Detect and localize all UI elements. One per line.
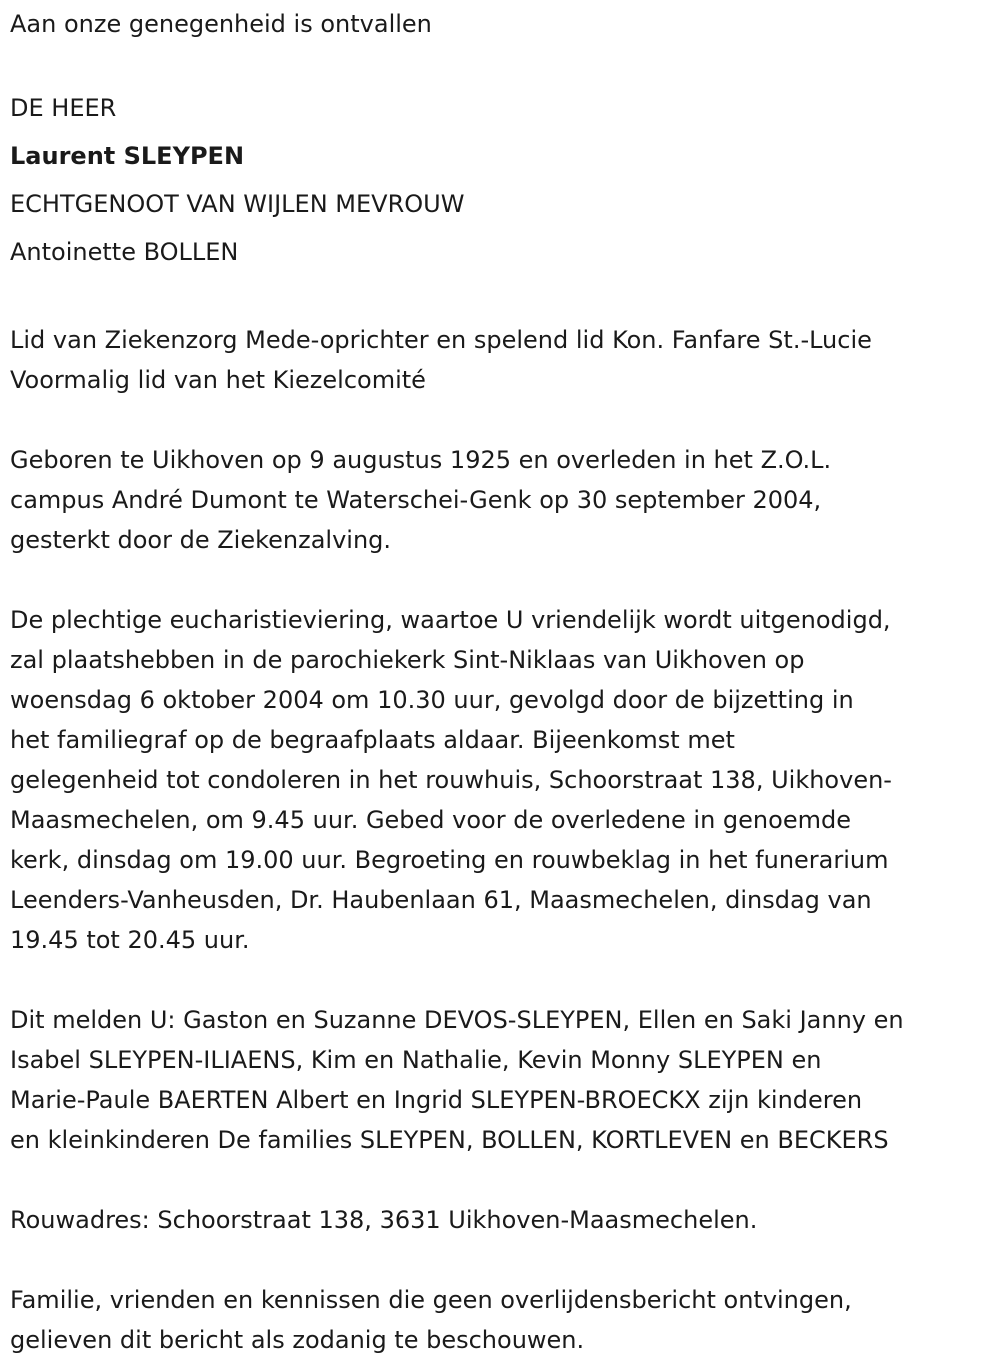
paragraph-line: Marie-Paule BAERTEN Albert en Ingrid SLEYPEN-BROECKX zijn kinderen <box>10 1086 863 1114</box>
paragraph-line: Leenders-Vanheusden, Dr. Haubenlaan 61, Maasmechelen, dinsdag van <box>10 886 872 914</box>
paragraph-line: Voormalig lid van het Kiezelcomité <box>10 366 426 394</box>
paragraph-line: woensdag 6 oktober 2004 om 10.30 uur, gevolgd door de bijzetting in <box>10 686 854 714</box>
paragraph-line: Isabel SLEYPEN-ILIAENS, Kim en Nathalie, Kevin Monny SLEYPEN en <box>10 1046 822 1074</box>
paragraph-line: Dit melden U: Gaston en Suzanne DEVOS-SLEYPEN, Ellen en Saki Janny en <box>10 1006 904 1034</box>
paragraph-line: gesterkt door de Ziekenzalving. <box>10 526 392 554</box>
honorific-title: DE HEER <box>10 94 117 122</box>
intro-line: Aan onze genegenheid is ontvallen <box>10 10 432 38</box>
paragraph-line: De plechtige eucharistieviering, waartoe U vriendelijk wordt uitgenodigd, <box>10 606 891 634</box>
obituary-document <box>10 0 995 1360</box>
spouse-name: Antoinette BOLLEN <box>10 238 239 266</box>
paragraph-line: kerk, dinsdag om 19.00 uur. Begroeting en rouwbeklag in het funerarium <box>10 846 889 874</box>
paragraph-line: en kleinkinderen De families SLEYPEN, BOLLEN, KORTLEVEN en BECKERS <box>10 1126 889 1154</box>
paragraph-line: gelieven dit bericht als zodanig te beschouwen. <box>10 1326 585 1354</box>
closing-paragraph <box>10 1280 995 1360</box>
paragraph-line: Geboren te Uikhoven op 9 augustus 1925 en overleden in het Z.O.L. <box>10 446 832 474</box>
ceremony-paragraph <box>10 600 995 960</box>
paragraph-line: het familiegraf op de begraafplaats aldaar. Bijeenkomst met <box>10 726 735 754</box>
memberships-paragraph <box>10 320 995 400</box>
paragraph-line: Lid van Ziekenzorg Mede-oprichter en spelend lid Kon. Fanfare St.-Lucie <box>10 326 872 354</box>
paragraph-line: Familie, vrienden en kennissen die geen overlijdensbericht ontvingen, <box>10 1286 852 1314</box>
paragraph-line: 19.45 tot 20.45 uur. <box>10 926 250 954</box>
paragraph-line: Rouwadres: Schoorstraat 138, 3631 Uikhoven-Maasmechelen. <box>10 1206 758 1234</box>
paragraph-line: zal plaatshebben in de parochiekerk Sint-Niklaas van Uikhoven op <box>10 646 805 674</box>
address-paragraph <box>10 1200 995 1240</box>
paragraph-line: Maasmechelen, om 9.45 uur. Gebed voor de overledene in genoemde <box>10 806 851 834</box>
spouse-label: ECHTGENOOT VAN WIJLEN MEVROUW <box>10 190 465 218</box>
deceased-header <box>10 84 995 276</box>
deceased-name: Laurent SLEYPEN <box>10 142 245 170</box>
paragraph-line: campus André Dumont te Waterschei-Genk op 30 september 2004, <box>10 486 822 514</box>
announcers-paragraph <box>10 1000 995 1160</box>
paragraph-line: gelegenheid tot condoleren in het rouwhuis, Schoorstraat 138, Uikhoven- <box>10 766 892 794</box>
birth-death-paragraph <box>10 440 995 560</box>
